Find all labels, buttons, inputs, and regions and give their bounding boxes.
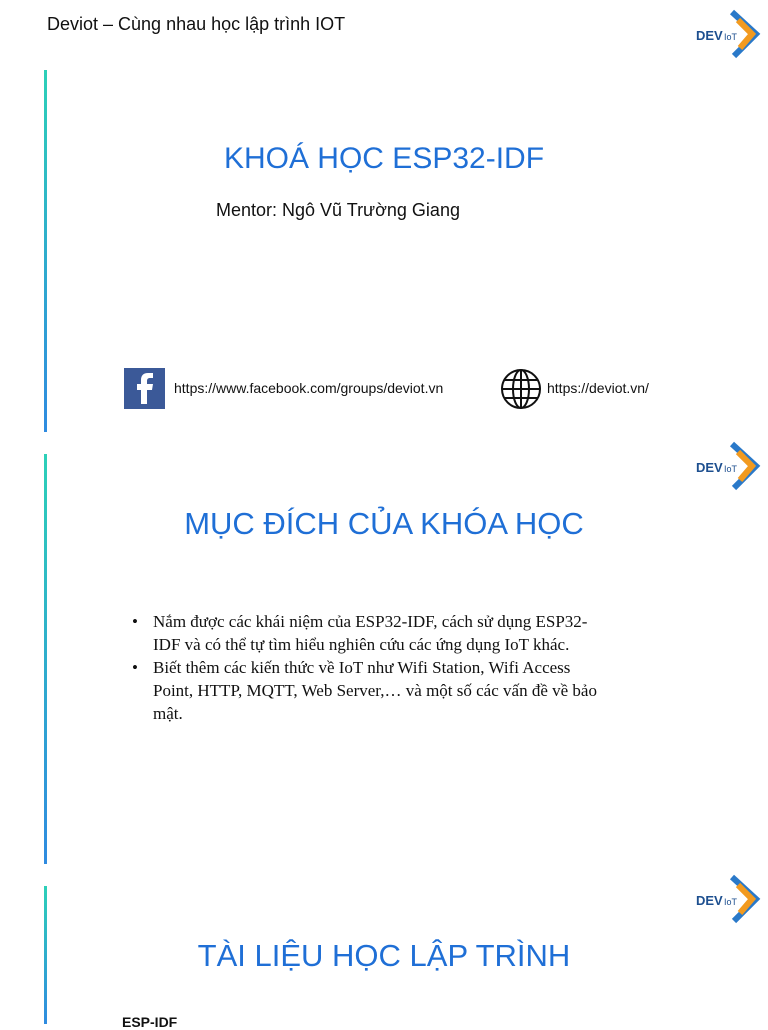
deviot-logo	[694, 4, 764, 62]
mentor-name: Mentor: Ngô Vũ Trường Giang	[216, 200, 460, 220]
logo-text: DEV	[696, 893, 723, 908]
deviot-logo	[694, 436, 764, 494]
globe-icon	[500, 368, 542, 410]
logo-text: DEV	[696, 28, 723, 43]
slide1-title: KHOÁ HỌC ESP32-IDF	[223, 142, 545, 175]
facebook-icon	[124, 368, 165, 409]
document-header: Deviot – Cùng nhau học lập trình IOT	[47, 14, 346, 34]
logo-text: DEV	[696, 460, 723, 475]
list-item: • Nắm được các khái niệm của ESP32-IDF, cách sử dụng ESP32-IDF và có thể tự tìm hiểu nghiên cứu các ứng dụng IoT khác.	[130, 610, 610, 656]
slide1-accent-bar	[44, 70, 47, 432]
facebook-link[interactable]: https://www.facebook.com/groups/deviot.vn	[174, 380, 444, 396]
deviot-logo	[694, 869, 764, 927]
purpose-list	[130, 610, 610, 725]
logo-sub: IoT	[724, 464, 738, 474]
logo-sub: IoT	[724, 32, 738, 42]
slide2-title: MỤC ĐÍCH CỦA KHÓA HỌC	[184, 506, 584, 541]
website-link[interactable]: https://deviot.vn/	[547, 380, 649, 396]
list-item: • Biết thêm các kiến thức về IoT như Wifi Station, Wifi Access Point, HTTP, MQTT, Web Server,… và một số các vấn đề về bảo mật.	[130, 656, 610, 725]
partial-bullet: ESP-IDF	[122, 1014, 178, 1030]
slide3-title: TÀI LIỆU HỌC LẬP TRÌNH	[197, 938, 571, 973]
logo-sub: IoT	[724, 897, 738, 907]
